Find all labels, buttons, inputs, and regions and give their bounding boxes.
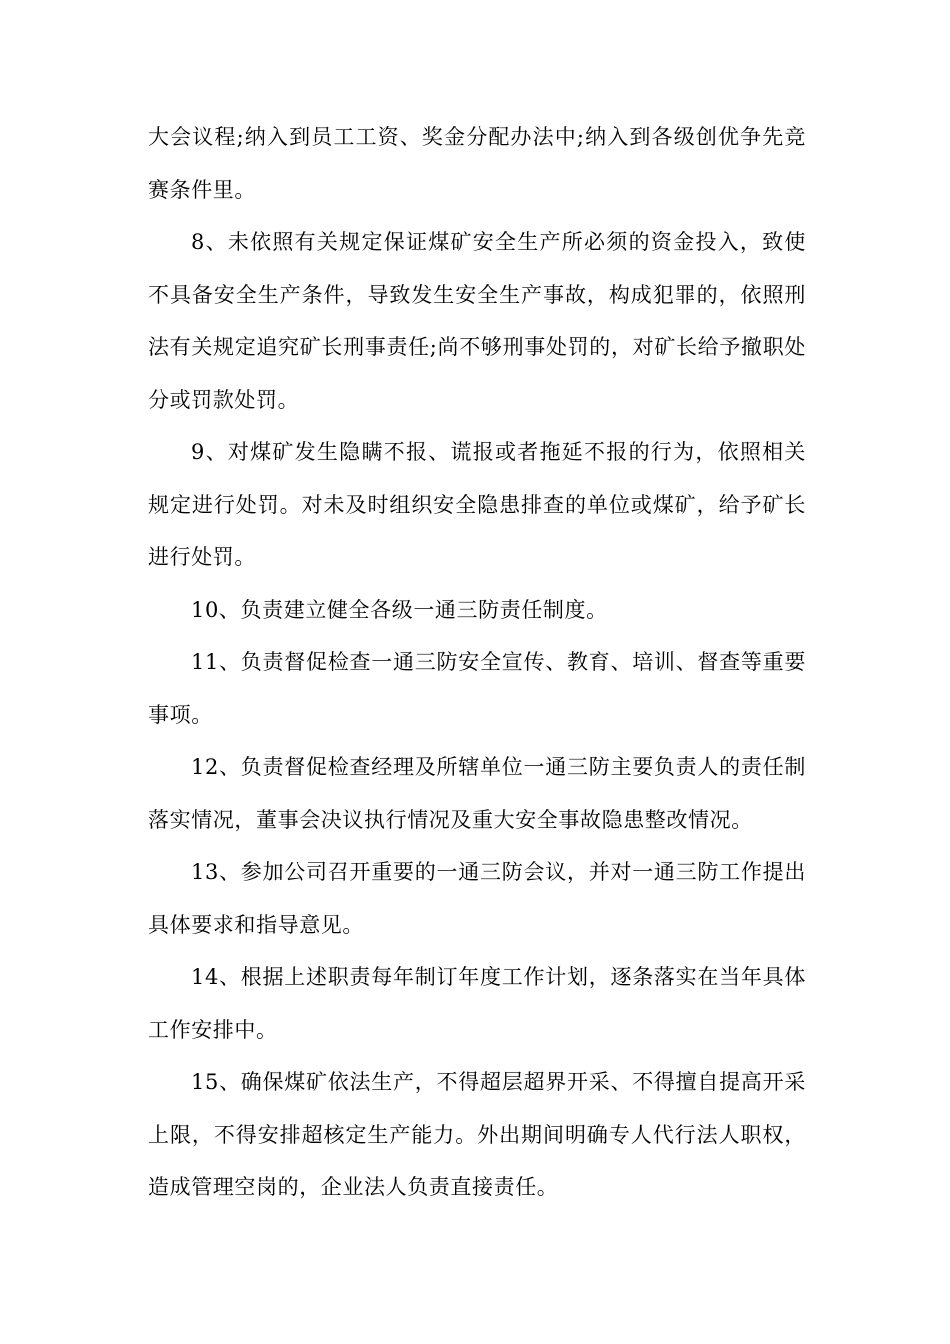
document-body [148, 111, 806, 1214]
paragraph-item-13: 13、参加公司召开重要的一通三防会议，并对一通三防工作提出具体要求和指导意见。 [148, 860, 806, 937]
paragraph-item-10: 10、负责建立健全各级一通三防责任制度。 [191, 597, 608, 622]
paragraph-item-8: 8、未依照有关规定保证煤矿安全生产所必须的资金投入，致使不具备安全生产条件，导致发生安全生产事故，构成犯罪的，依照刑法有关规定追究矿长刑事责任;尚不够刑事处罚的，对矿长给予撤职处分或罚款处罚。 [148, 230, 806, 412]
paragraph-item-9: 9、对煤矿发生隐瞒不报、谎报或者拖延不报的行为，依照相关规定进行处罚。对未及时组织安全隐患排查的单位或煤矿，给予矿长进行处罚。 [148, 440, 806, 569]
paragraph-continuation: 大会议程;纳入到员工工资、奖金分配办法中;纳入到各级创优争先竞赛条件里。 [148, 125, 806, 202]
paragraph-item-14: 14、根据上述职责每年制订年度工作计划，逐条落实在当年具体工作安排中。 [148, 965, 806, 1042]
paragraph-item-12: 12、负责督促检查经理及所辖单位一通三防主要负责人的责任制落实情况，董事会决议执行情况及重大安全事故隐患整改情况。 [148, 755, 806, 832]
paragraph-item-15: 15、确保煤矿依法生产，不得超层超界开采、不得擅自提高开采上限，不得安排超核定生产能力。外出期间明确专人代行法人职权，造成管理空岗的，企业法人负责直接责任。 [148, 1070, 806, 1199]
paragraph-item-11: 11、负责督促检查一通三防安全宣传、教育、培训、督查等重要事项。 [148, 650, 806, 727]
